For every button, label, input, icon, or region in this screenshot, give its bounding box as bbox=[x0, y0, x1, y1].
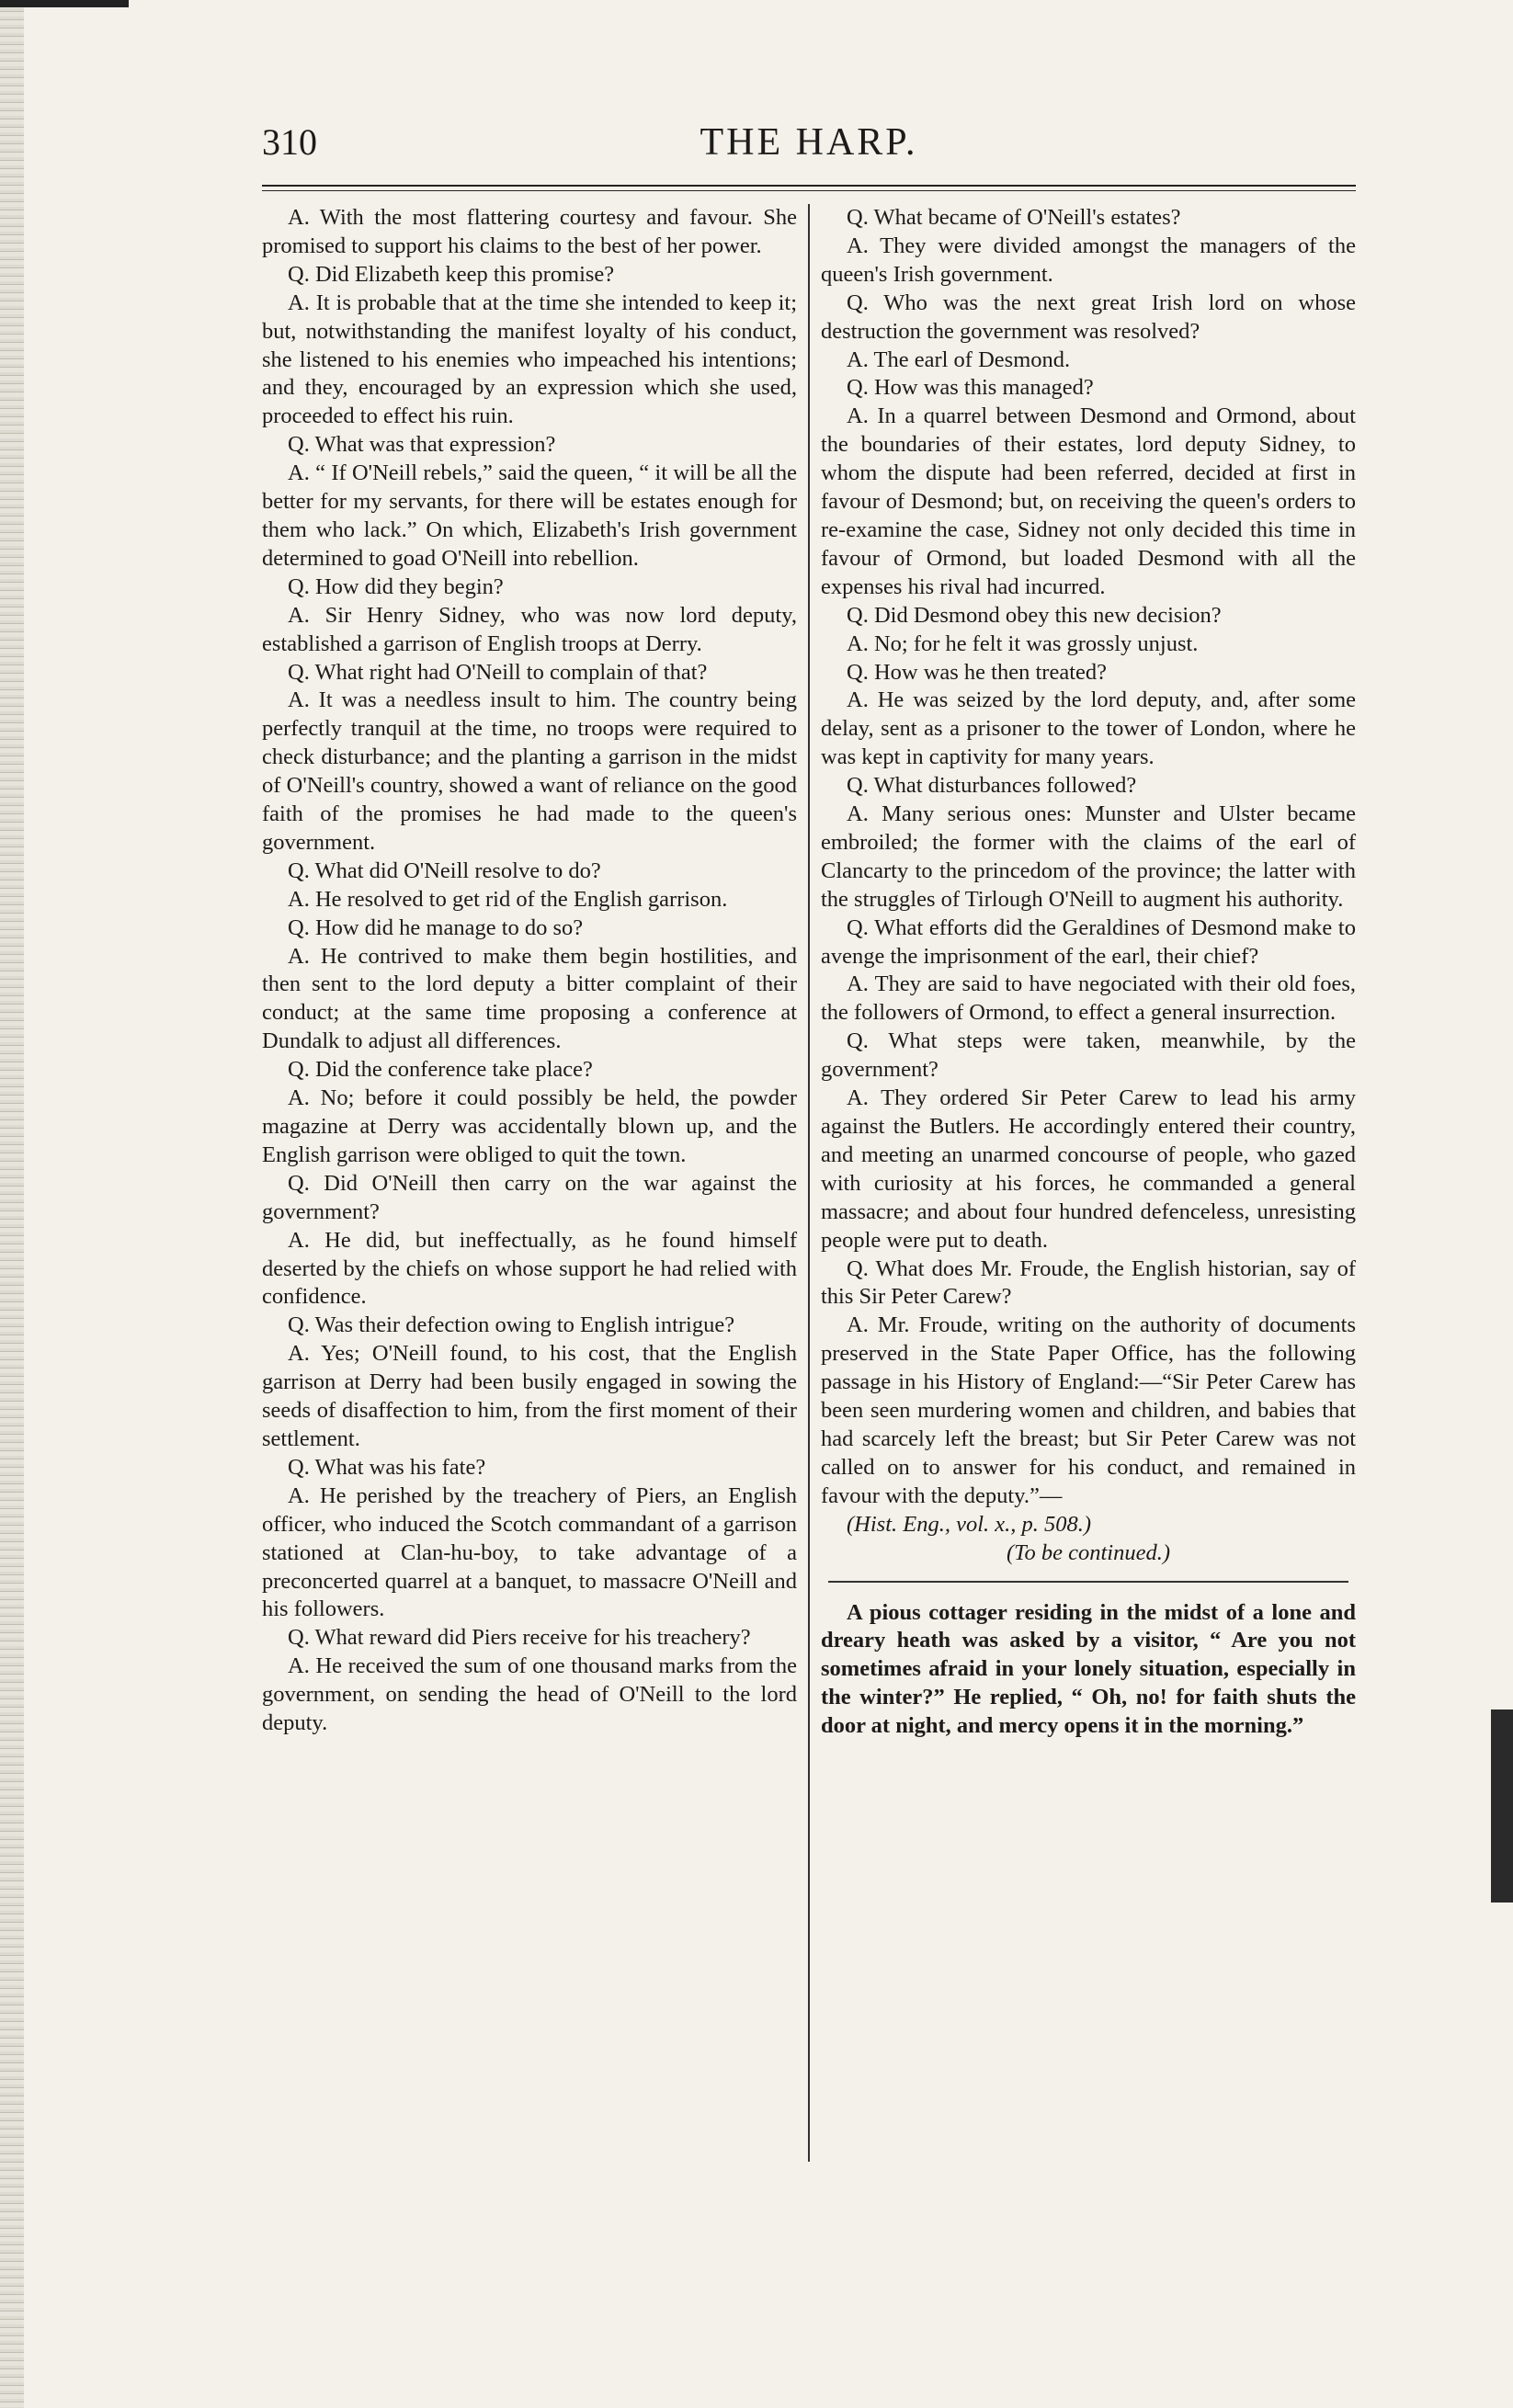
paragraph: Q. What did O'Neill resolve to do? bbox=[288, 858, 601, 883]
paragraph: A. They ordered Sir Peter Carew to lead his army against the Butlers. He accordingly entered their country, and meeting an unarmed concourse of people, who gazed with curiosity at his forces, he commanded a general massacre; and about four hundred defenceless, unresisting people were put to death. bbox=[821, 1085, 1356, 1253]
paragraph: A. Sir Henry Sidney, who was now lord deputy, established a garrison of English troops at Derry. bbox=[262, 602, 797, 656]
paragraph: A. It was a needless insult to him. The country being perfectly tranquil at the time, no troops were required to check disturbance; and the planting a garrison in the midst of O'Neill's country, showed a want of reliance on the good faith of the promises he had made to the queen's government. bbox=[262, 687, 797, 855]
citation: (Hist. Eng., vol. x., p. 508.) bbox=[847, 1511, 1092, 1537]
paragraph: Q. How did they begin? bbox=[288, 574, 504, 599]
section-rule bbox=[828, 1581, 1348, 1583]
paragraph: Q. How was he then treated? bbox=[847, 659, 1108, 685]
paragraph: Q. How did he manage to do so? bbox=[288, 914, 584, 940]
paragraph: A. They were divided amongst the managers of the queen's Irish government. bbox=[821, 233, 1356, 287]
header-rule bbox=[262, 185, 1356, 191]
paragraph: A. He perished by the treachery of Piers, an English officer, who induced the Scotch commandant of a garrison stationed at Clan-hu-boy, to take advantage of a preconcerted quarrel at a banquet, to massacre O'Neill and his followers. bbox=[262, 1482, 797, 1622]
to-be-continued: (To be continued.) bbox=[1006, 1539, 1171, 1565]
paragraph: Q. What right had O'Neill to complain of that? bbox=[288, 659, 708, 685]
page bbox=[262, 115, 1356, 1741]
paragraph: Q. What was that expression? bbox=[288, 432, 556, 458]
scan-edge-mark bbox=[1491, 1709, 1513, 1903]
right-column bbox=[821, 204, 1356, 1741]
paragraph: A. He received the sum of one thousand marks from the government, on sending the head of O'Neill to the lord deputy. bbox=[262, 1653, 797, 1736]
page-number: 310 bbox=[262, 121, 317, 163]
paragraph: A. No; for he felt it was grossly unjust. bbox=[847, 630, 1199, 656]
paragraph: A. Many serious ones: Munster and Ulster became embroiled; the former with the claims of the earl of Clancarty to the princedom of the province; the latter with the struggles of Tirlough O'Neill to augment his authority. bbox=[821, 801, 1356, 912]
paragraph: A. He resolved to get rid of the English garrison. bbox=[288, 886, 728, 912]
paragraph: A. The earl of Desmond. bbox=[847, 346, 1071, 372]
paragraph: Q. Was their defection owing to English intrigue? bbox=[288, 1312, 735, 1338]
paragraph: A. No; before it could possibly be held, the powder magazine at Derry was accidentally blown up, and the English garrison were obliged to quit the town. bbox=[262, 1085, 797, 1167]
paragraph: A. With the most flattering courtesy and favour. She promised to support his claims to the best of her power. bbox=[262, 205, 797, 258]
left-column bbox=[262, 204, 797, 1741]
paragraph: A. He did, but ineffectually, as he found himself deserted by the chiefs on whose support he had relied with confidence. bbox=[262, 1227, 797, 1310]
paragraph: Q. Who was the next great Irish lord on whose destruction the government was resolved? bbox=[821, 290, 1356, 344]
paragraph: Q. Did the conference take place? bbox=[288, 1057, 593, 1083]
paragraph: Q. Did O'Neill then carry on the war against the government? bbox=[262, 1170, 797, 1224]
paragraph: Q. How was this managed? bbox=[847, 375, 1094, 401]
paragraph: Q. Did Elizabeth keep this promise? bbox=[288, 261, 615, 287]
paragraph: A. In a quarrel between Desmond and Ormond, about the boundaries of their estates, lord deputy Sidney, to whom the dispute had been referred, decided at first in favour of Desmond; but, on receiving the queen's orders to re-examine the case, Sidney not only decided this time in favour of Ormond, but loaded Desmond with all the expenses his rival had incurred. bbox=[821, 403, 1356, 599]
paragraph: Q. What disturbances followed? bbox=[847, 773, 1137, 799]
page-header bbox=[262, 115, 1356, 179]
paragraph: Q. What efforts did the Geraldines of Desmond make to avenge the imprisonment of the earl, their chief? bbox=[821, 914, 1356, 969]
paragraph: A. He was seized by the lord deputy, and, after some delay, sent as a prisoner to the tower of London, where he was kept in captivity for many years. bbox=[821, 687, 1356, 770]
scan-mark bbox=[0, 0, 129, 7]
text-columns bbox=[262, 204, 1356, 1741]
column-rule bbox=[808, 204, 810, 2162]
paragraph: Q. What reward did Piers receive for his treachery? bbox=[288, 1625, 751, 1651]
binding-edge bbox=[0, 0, 24, 2408]
paragraph: Q. What became of O'Neill's estates? bbox=[847, 205, 1181, 230]
paragraph: Q. What steps were taken, meanwhile, by the government? bbox=[821, 1028, 1356, 1083]
paragraph: A. “ If O'Neill rebels,” said the queen, “ it will be all the better for my servants, for there will be estates enough for them who lack.” On which, Elizabeth's Irish government determined to goad O'Neill into rebellion. bbox=[262, 460, 797, 571]
paragraph: A. Yes; O'Neill found, to his cost, that the English garrison at Derry had been busily engaged in sowing the seeds of disaffection to him, from the first moment of their settlement. bbox=[262, 1341, 797, 1451]
paragraph: A. It is probable that at the time she intended to keep it; but, notwithstanding the manifest loyalty of his conduct, she listened to his enemies who impeached his intentions; and they, encouraged by an expression which she used, proceeded to effect his ruin. bbox=[262, 290, 797, 429]
paragraph: A. They are said to have negociated with their old foes, the followers of Ormond, to effect a general insurrection. bbox=[821, 971, 1356, 1026]
paragraph: Q. What was his fate? bbox=[288, 1454, 486, 1480]
paragraph: Q. Did Desmond obey this new decision? bbox=[847, 602, 1222, 628]
paragraph: Q. What does Mr. Froude, the English historian, say of this Sir Peter Carew? bbox=[821, 1255, 1356, 1310]
anecdote-paragraph: A pious cottager residing in the midst of a lone and dreary heath was asked by a visitor, “ Are you not sometimes afraid in your lonely situation, especially in the winter?” He replied, “ Oh, no! for faith shuts the door at night, and mercy opens it in the morning.” bbox=[821, 1599, 1356, 1739]
paragraph: A. He contrived to make them begin hostilities, and then sent to the lord deputy a bitter complaint of their conduct; at the same time proposing a conference at Dundalk to adjust all differences. bbox=[262, 943, 797, 1054]
paragraph: A. Mr. Froude, writing on the authority of documents preserved in the State Paper Office, has the following passage in his History of England:—“Sir Peter Carew has been seen murdering women and children, and babies that had scarcely left the breast; but Sir Peter Carew was not called on to answer for his conduct, and remained in favour with the deputy.”— bbox=[821, 1312, 1356, 1508]
running-title: THE HARP. bbox=[700, 121, 918, 164]
